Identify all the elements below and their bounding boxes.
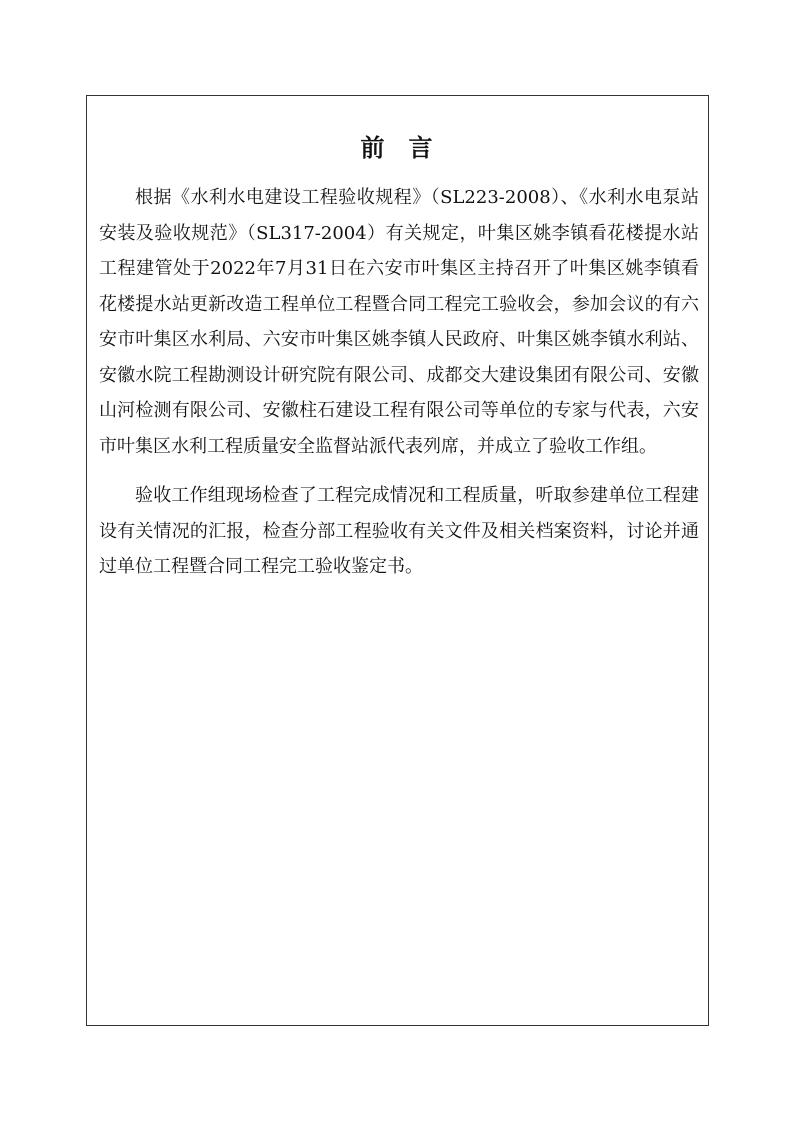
paragraph-2: 验收工作组现场检查了工程完成情况和工程质量，听取参建单位工程建设有关情况的汇报，检查分部工程验收有关文件及相关档案资料，讨论并通过单位工程暨合同工程完工验收鉴定书。	[99, 485, 699, 577]
body-text	[99, 180, 699, 585]
paragraph-1: 根据《水利水电建设工程验收规程》（SL223-2008）、《水利水电泵站安装及验收规范》（SL317-2004）有关规定，叶集区姚李镇看花楼提水站工程建管处于2022年7月31日在六安市叶集区主持召开了叶集区姚李镇看花楼提水站更新改造工程单位工程暨合同工程完工验收会，参加会议的有六安市叶集区水利局、六安市叶集区姚李镇人民政府、叶集区姚李镇水利站、安徽水院工程勘测设计研究院有限公司、成都交大建设集团有限公司、安徽山河检测有限公司、安徽柱石建设工程有限公司等单位的专家与代表，六安市叶集区水利工程质量安全监督站派代表列席，并成立了验收工作组。	[99, 187, 699, 457]
title-char-1: 前	[360, 134, 385, 162]
title-char-2: 言	[408, 134, 433, 162]
page-title	[0, 130, 793, 166]
